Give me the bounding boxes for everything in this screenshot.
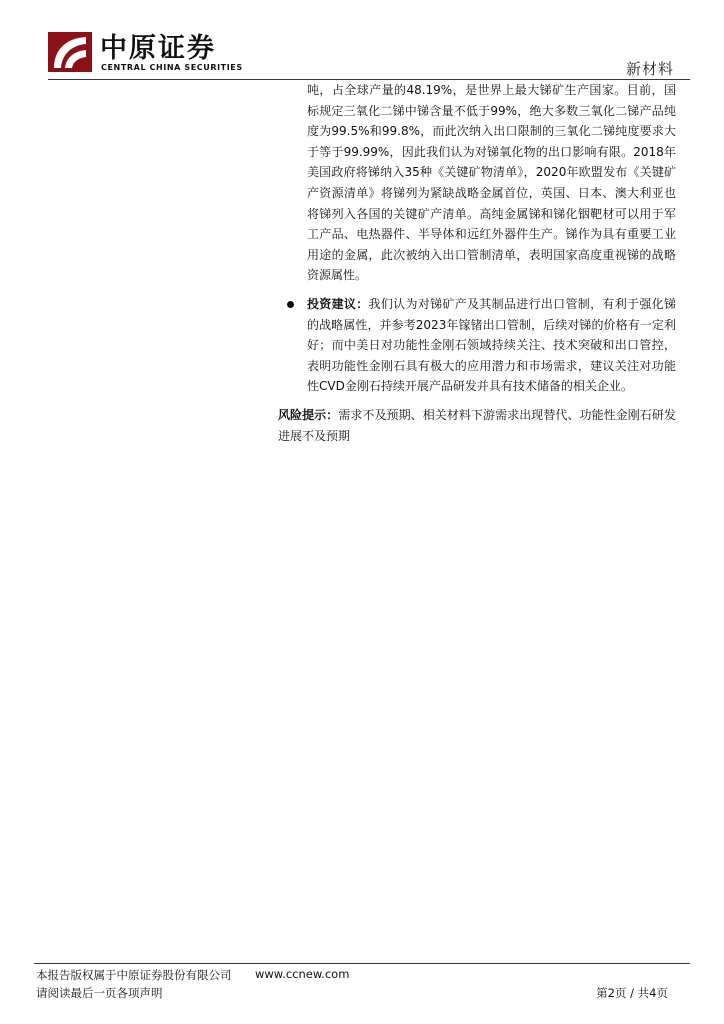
risk-warning-paragraph — [278, 405, 676, 446]
investment-advice-paragraph — [278, 294, 676, 397]
report-section-label: 新材料 — [625, 60, 674, 78]
risk-warning-text: 需求不及预期、相关材料下游需求出现替代、功能性金刚石研发进展不及预期 — [278, 407, 676, 443]
page-number: 第2页 / 共4页 — [596, 986, 668, 1000]
footer-copyright: 本报告版权属于中原证券股份有限公司 — [36, 968, 232, 982]
risk-warning-label: 风险提示： — [278, 407, 339, 422]
footer-website-link[interactable]: www.ccnew.com — [255, 967, 350, 981]
footer-disclaimer: 请阅读最后一页各项声明 — [36, 986, 163, 1000]
investment-advice-text: 我们认为对锑矿产及其制品进行出口管制，有利于强化锑的战略属性，并参考2023年镓锗出口管制，后续对锑的价格有一定利好；而中美日对功能性金刚石领域持续关注、技术突破和出口管控，表明功能性金刚石具有极大的应用潜力和市场需求，建议关注对功能性CVD金刚石持续开展产品研发并具有技术储备的相关企业。 — [307, 296, 676, 394]
footer-divider — [34, 963, 690, 964]
central-china-securities-logo-icon — [48, 32, 92, 72]
body-paragraph: 吨，占全球产量的48.19%，是世界上最大锑矿生产国家。目前，国标规定三氧化二锑中锑含量不低于99%，绝大多数三氧化二锑产品纯度为99.5%和99.8%，而此次纳入出口限制的三氧化二锑纯度要求大于等于99.99%，因此我们认为对锑氧化物的出口影响有限。2018年美国政府将锑纳入35种《关键矿物清单》，2020年欧盟发布《关键矿产资源清单》将锑列为紧缺战略金属首位，英国、日本、澳大利亚也将锑列入各国的关键矿产清单。高纯金属锑和锑化铟靶材可以用于军工产品、电热器件、半导体和远红外器件生产。锑作为具有重要工业用途的金属，此次被纳入出口管制清单，表明国家高度重视锑的战略资源属性。 — [307, 83, 676, 283]
investment-advice-item — [278, 294, 676, 397]
brand-name-en: CENTRAL CHINA SECURITIES — [101, 63, 243, 72]
brand-name-cn: 中原证券 — [100, 33, 216, 64]
investment-advice-label: 投资建议： — [307, 296, 369, 311]
bullet-icon — [287, 301, 294, 308]
report-body — [278, 80, 676, 446]
